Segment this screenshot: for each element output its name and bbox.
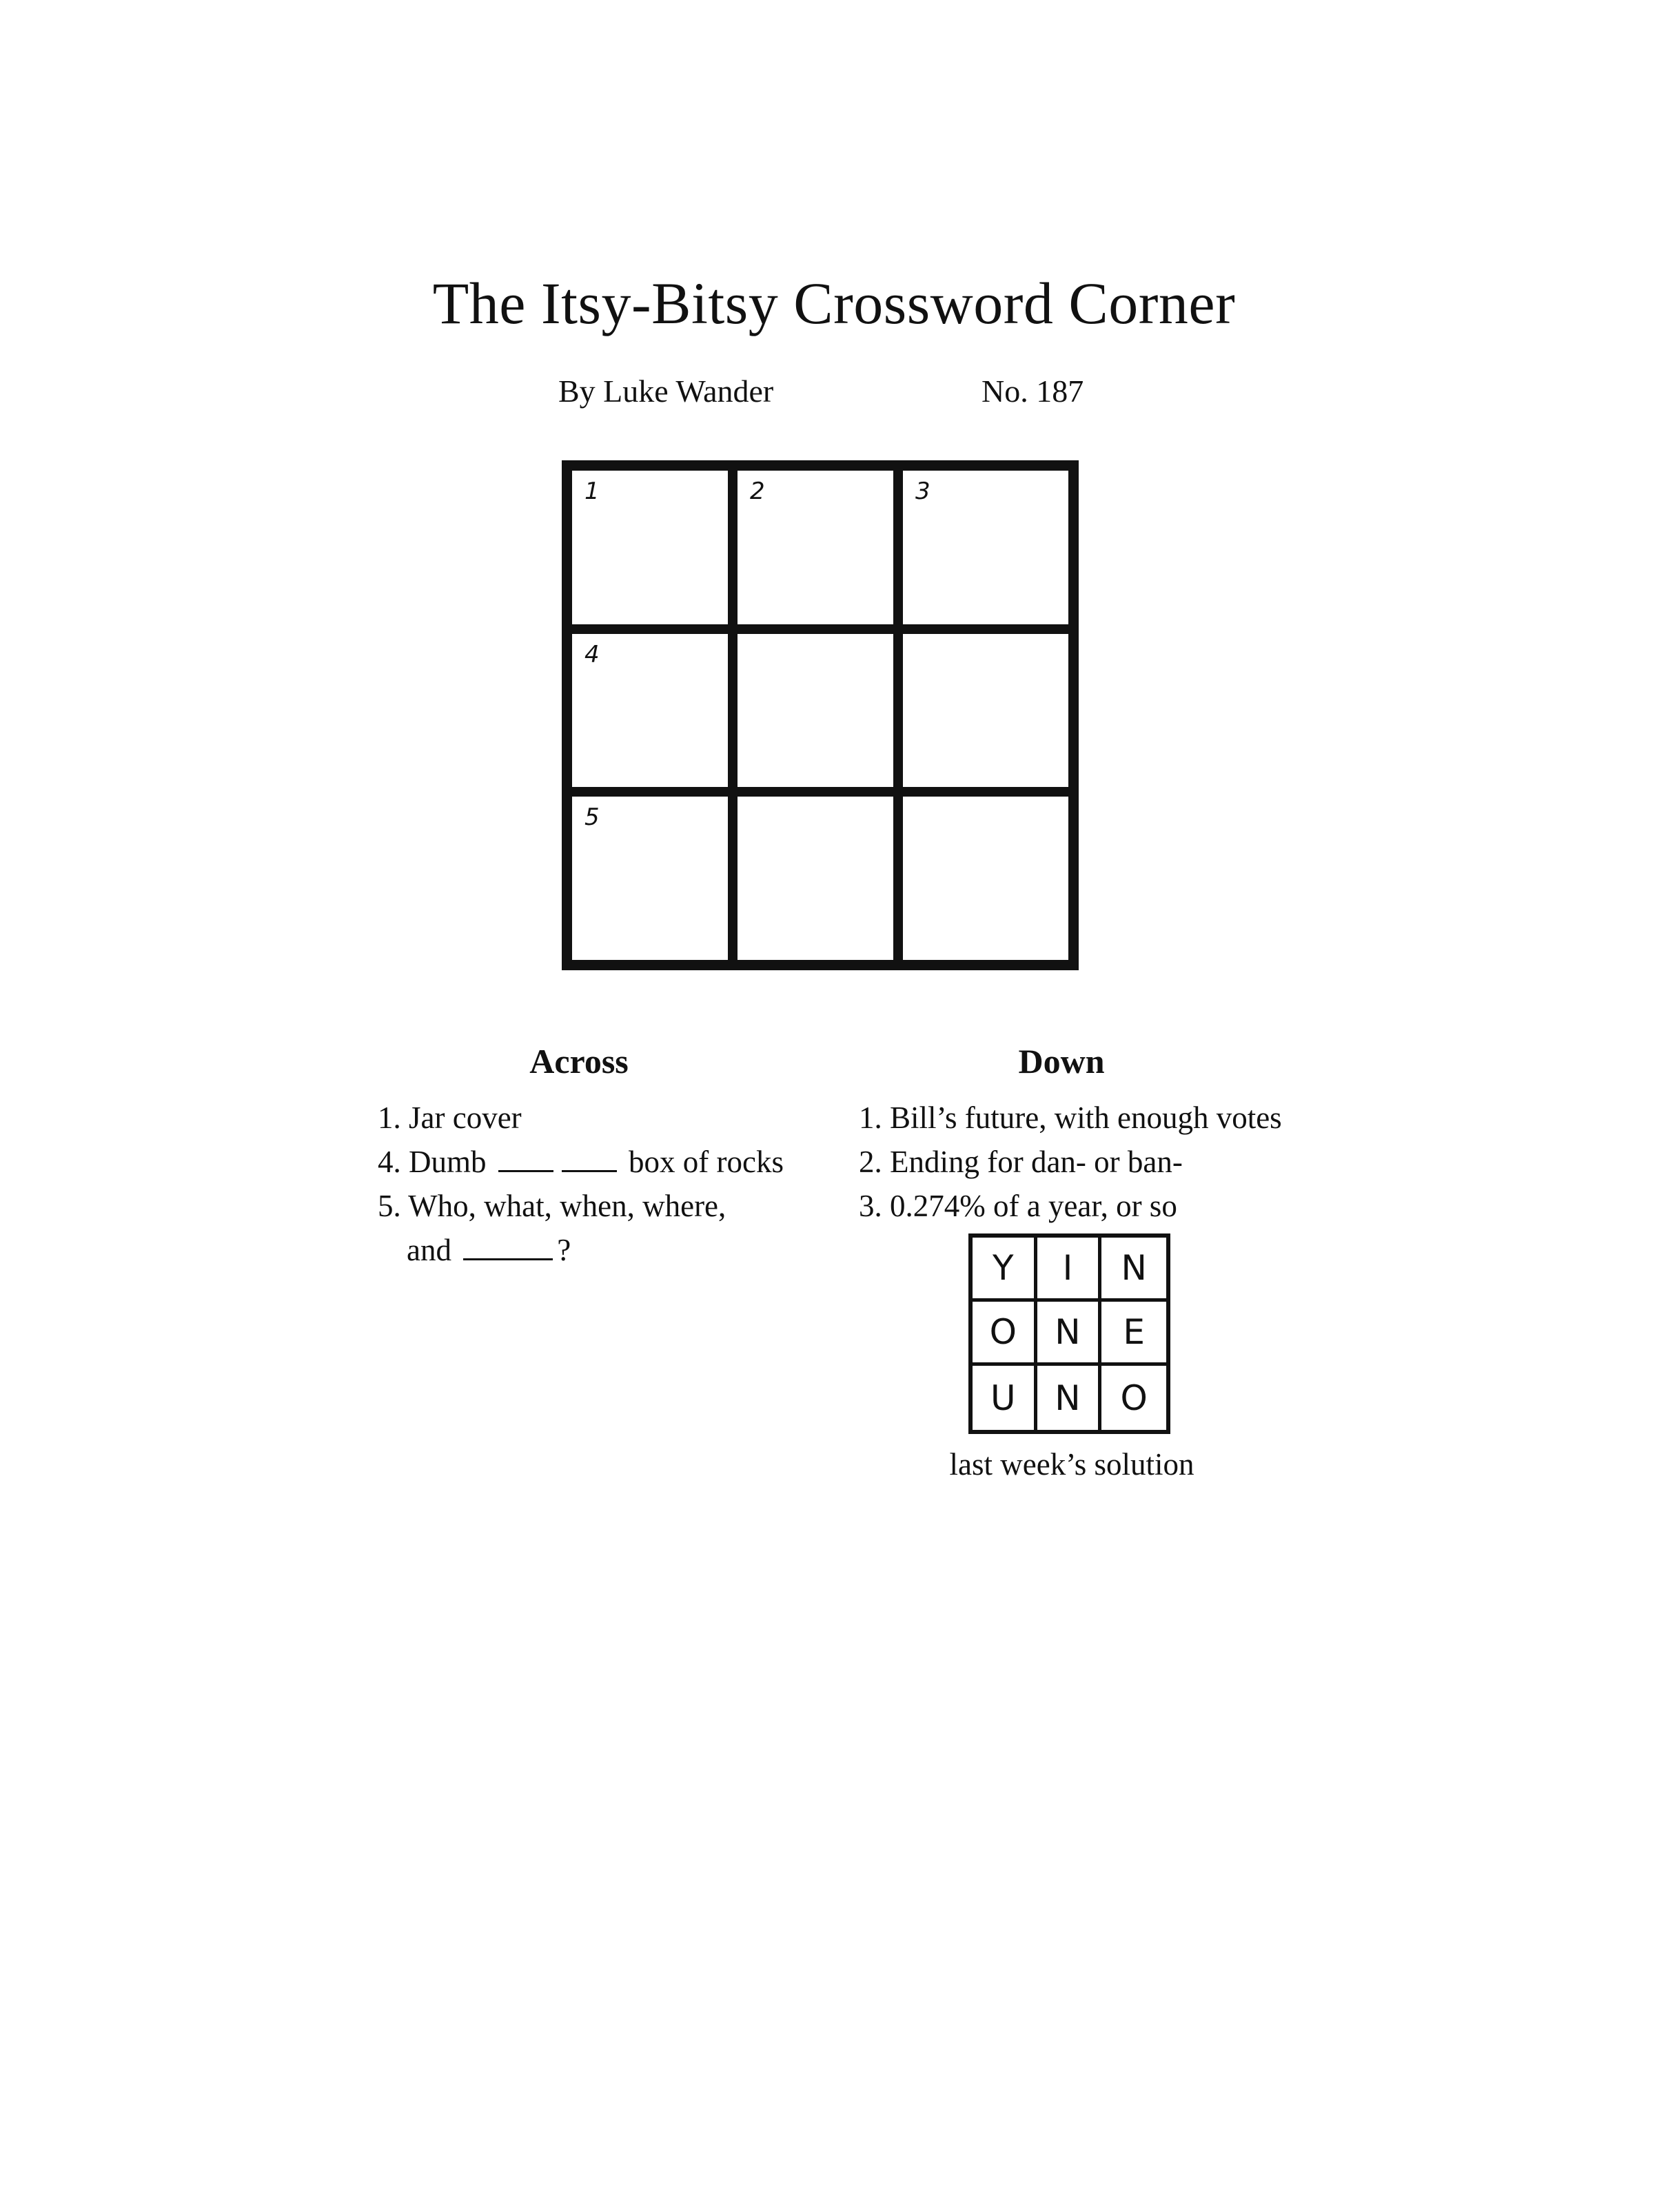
- clue-down-1: 1. Bill’s future, with enough votes: [859, 1100, 1282, 1135]
- answer-blank: [463, 1235, 553, 1260]
- cell-number: 5: [584, 803, 600, 832]
- grid-cell[interactable]: [738, 471, 903, 634]
- byline: By Luke Wander: [558, 373, 774, 409]
- solution-cell: N: [1037, 1302, 1102, 1366]
- answer-blank: [498, 1147, 553, 1172]
- solution-cell: Y: [973, 1238, 1037, 1302]
- cell-number: 3: [915, 478, 930, 505]
- grid-cell[interactable]: [572, 471, 738, 634]
- clue-down-2: 2. Ending for dan- or ban-: [859, 1145, 1183, 1179]
- solution-cell: O: [973, 1302, 1037, 1366]
- clue-across-5-continued: [378, 1228, 784, 1272]
- clue-across-4: [378, 1140, 784, 1184]
- answer-blank: [562, 1147, 617, 1172]
- grid-cell[interactable]: [903, 797, 1068, 960]
- solution-caption: last week’s solution: [949, 1447, 1194, 1482]
- grid-cell[interactable]: [572, 797, 738, 960]
- down-clues: [859, 1096, 1282, 1228]
- across-heading: Across: [529, 1042, 629, 1081]
- solution-cell: N: [1037, 1366, 1102, 1430]
- issue-number: No. 187: [982, 373, 1084, 409]
- cell-number: 2: [750, 478, 765, 505]
- clue-text: and: [407, 1233, 451, 1267]
- clue-across-5: 5. Who, what, when, where,: [378, 1189, 726, 1223]
- grid-cell[interactable]: [903, 471, 1068, 634]
- solution-cell: I: [1037, 1238, 1102, 1302]
- clue-text: box of rocks: [629, 1145, 784, 1179]
- clue-down-3: 3. 0.274% of a year, or so: [859, 1189, 1177, 1223]
- solution-cell: N: [1101, 1238, 1166, 1302]
- clue-text: 4. Dumb: [378, 1145, 487, 1179]
- cell-number: 4: [584, 640, 600, 668]
- clue-text: ?: [557, 1233, 571, 1267]
- solution-cell: E: [1101, 1302, 1166, 1366]
- solution-cell: U: [973, 1366, 1037, 1430]
- solution-cell: O: [1120, 1378, 1148, 1418]
- clue-across-1: 1. Jar cover: [378, 1100, 522, 1135]
- grid-cell[interactable]: [903, 634, 1068, 797]
- crossword-grid: [562, 460, 1079, 970]
- grid-cell[interactable]: [738, 634, 903, 797]
- across-clues: [378, 1096, 784, 1272]
- grid-cell[interactable]: [738, 797, 903, 960]
- puzzle-title: The Itsy-Bitsy Crossword Corner: [432, 270, 1236, 336]
- cell-number: 1: [584, 478, 600, 505]
- solution-grid: [968, 1233, 1170, 1434]
- down-heading: Down: [1018, 1042, 1105, 1081]
- grid-cell[interactable]: [572, 634, 738, 797]
